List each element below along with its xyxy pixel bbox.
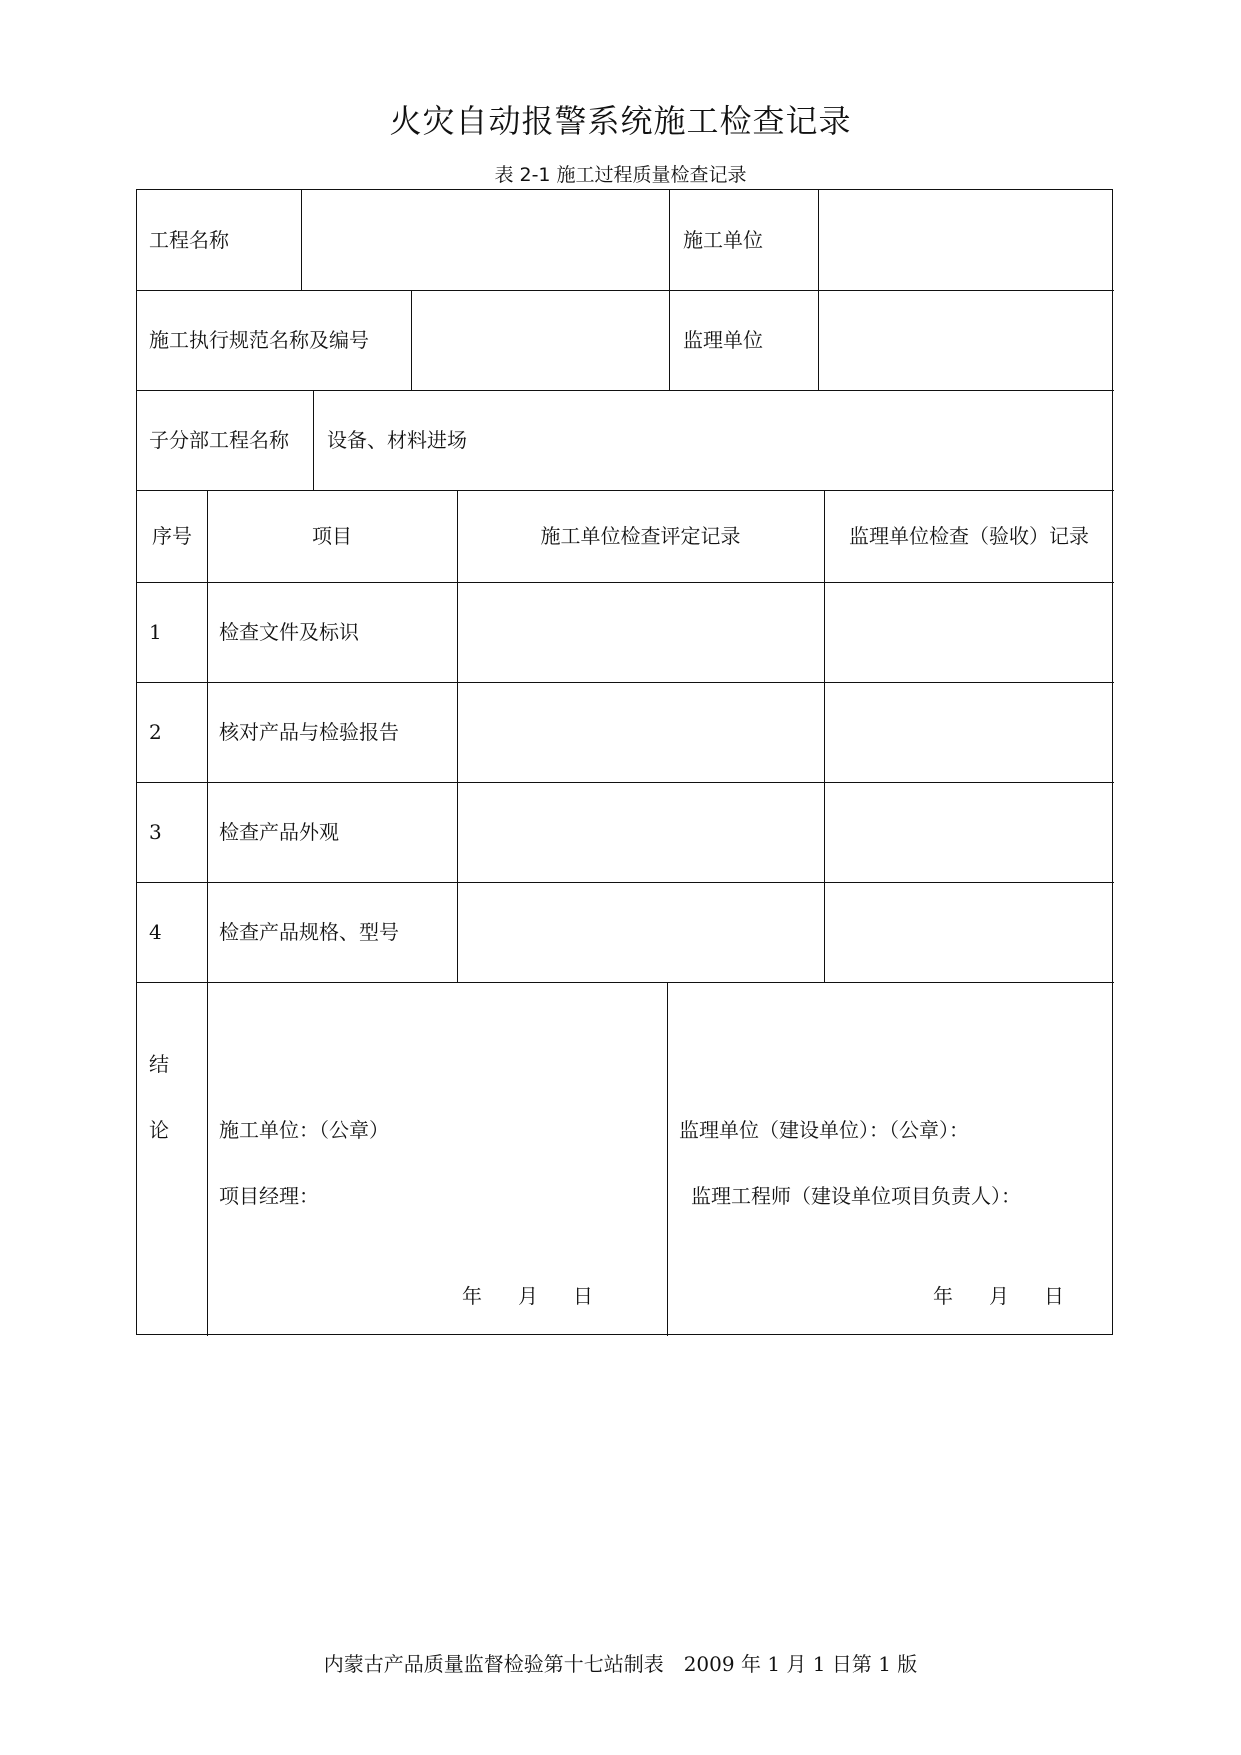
inspection-form bbox=[136, 189, 1113, 1335]
row-1-item: 检查文件及标识 bbox=[219, 620, 359, 644]
sub-project-field[interactable]: 设备、材料进场 bbox=[327, 428, 467, 452]
table-subtitle: 表 2-1 施工过程质量检查记录 bbox=[494, 164, 747, 186]
column-header-no: 序号 bbox=[152, 524, 192, 548]
col-divider bbox=[669, 190, 670, 390]
supervision-engineer-label: 监理工程师（建设单位项目负责人）： bbox=[691, 1184, 1021, 1208]
supervision-date-year: 年 bbox=[933, 1284, 953, 1308]
row-4-item: 检查产品规格、型号 bbox=[219, 920, 399, 944]
row-divider bbox=[137, 290, 1114, 291]
sub-project-label: 子分部工程名称 bbox=[149, 428, 289, 452]
row-2-no: 2 bbox=[149, 720, 162, 744]
row-1-no: 1 bbox=[149, 620, 162, 644]
row-divider bbox=[137, 582, 1114, 583]
row-3-item: 检查产品外观 bbox=[219, 820, 339, 844]
construction-seal-label: 施工单位：（公章） bbox=[219, 1118, 389, 1142]
column-header-item: 项目 bbox=[312, 524, 352, 548]
conclusion-label-char-2: 论 bbox=[149, 1118, 169, 1142]
row-2-item: 核对产品与检验报告 bbox=[219, 720, 399, 744]
col-divider bbox=[818, 190, 819, 390]
row-divider bbox=[137, 682, 1114, 683]
construction-date-day: 日 bbox=[573, 1284, 593, 1308]
col-divider bbox=[207, 490, 208, 1336]
col-divider bbox=[824, 490, 825, 982]
row-4-no: 4 bbox=[149, 920, 162, 944]
col-divider bbox=[301, 190, 302, 290]
supervision-date-month: 月 bbox=[989, 1284, 1009, 1308]
construction-date-month: 月 bbox=[518, 1284, 538, 1308]
row-divider bbox=[137, 490, 1114, 491]
column-header-construction-record: 施工单位检查评定记录 bbox=[540, 524, 741, 548]
supervision-unit-label: 监理单位 bbox=[683, 328, 763, 352]
col-divider bbox=[667, 982, 668, 1336]
footer-note: 内蒙古产品质量监督检验第十七站制表 2009 年 1 月 1 日第 1 版 bbox=[323, 1652, 918, 1676]
row-divider bbox=[137, 982, 1114, 983]
col-divider bbox=[411, 290, 412, 390]
spec-label: 施工执行规范名称及编号 bbox=[149, 328, 369, 352]
column-header-supervision-record: 监理单位检查（验收）记录 bbox=[849, 524, 1089, 548]
supervision-date-day: 日 bbox=[1044, 1284, 1064, 1308]
col-divider bbox=[457, 490, 458, 982]
project-manager-label: 项目经理： bbox=[219, 1184, 319, 1208]
row-divider bbox=[137, 782, 1114, 783]
supervision-seal-label: 监理单位（建设单位）：（公章）： bbox=[679, 1118, 969, 1142]
row-divider bbox=[137, 390, 1114, 391]
construction-unit-label: 施工单位 bbox=[683, 228, 763, 252]
row-3-no: 3 bbox=[149, 820, 162, 844]
row-divider bbox=[137, 882, 1114, 883]
col-divider bbox=[313, 390, 314, 490]
construction-date-year: 年 bbox=[462, 1284, 482, 1308]
project-name-label: 工程名称 bbox=[149, 228, 229, 252]
conclusion-label-char-1: 结 bbox=[149, 1052, 169, 1076]
page-title: 火灾自动报警系统施工检查记录 bbox=[389, 102, 852, 140]
